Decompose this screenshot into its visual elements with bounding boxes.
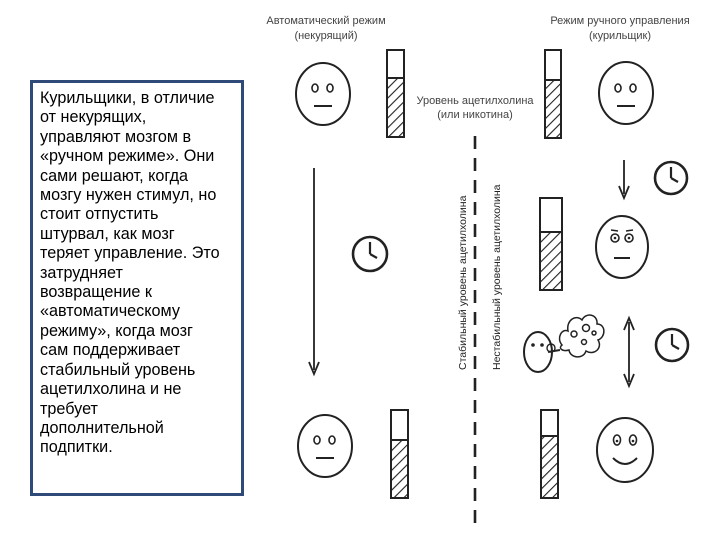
unstable-level-label: Нестабильный уровень ацетилхолина bbox=[491, 184, 503, 370]
auto-mode-title: Автоматический режим bbox=[266, 15, 386, 27]
nonsmoker-long-arrow bbox=[309, 168, 319, 374]
clock-icon bbox=[353, 237, 387, 271]
manual-mode-subtitle: (курильщик) bbox=[588, 30, 652, 42]
acetylcholine-level-sublabel: (или никотина) bbox=[437, 109, 513, 121]
explanation-callout: Курильщики, в отличие от некурящих, управляют мозгом в «ручном режиме». Они сами решают, когда мозгу нужен стимул, но стоит отпустить штурвал, как мозг теряет управление. Это затрудняет возвращение к «автоматическому режиму», когда мозг сам поддерживает стабильный уровень ацетилхолина и не требует дополнительной подпитки. bbox=[30, 80, 244, 496]
smoker-level-bar-bottom bbox=[541, 410, 558, 498]
smoker-level-bar-low bbox=[540, 198, 562, 290]
manual-mode-title: Режим ручного управления bbox=[550, 15, 690, 27]
smoker-level-bar-top bbox=[545, 50, 561, 138]
acetylcholine-level-label: Уровень ацетилхолина bbox=[416, 95, 534, 107]
smoking-head bbox=[524, 332, 560, 372]
nonsmoker-level-bar-top bbox=[387, 50, 404, 137]
smoker-double-arrow bbox=[624, 318, 634, 386]
nonsmoker-face-top bbox=[296, 63, 350, 125]
smoker-face-top bbox=[599, 62, 653, 124]
smoker-face-worried bbox=[596, 216, 648, 278]
clock-icon bbox=[656, 329, 688, 361]
clock-icon bbox=[655, 162, 687, 194]
stable-level-label: Стабильный уровень ацетилхолина bbox=[457, 195, 469, 370]
auto-mode-subtitle: (некурящий) bbox=[294, 30, 358, 42]
smoker-down-arrow bbox=[619, 160, 629, 198]
nonsmoker-level-bar-bottom bbox=[391, 410, 408, 498]
smoke-cloud bbox=[560, 315, 604, 357]
nonsmoker-face-bottom bbox=[298, 415, 352, 477]
smoker-face-happy bbox=[597, 418, 653, 482]
